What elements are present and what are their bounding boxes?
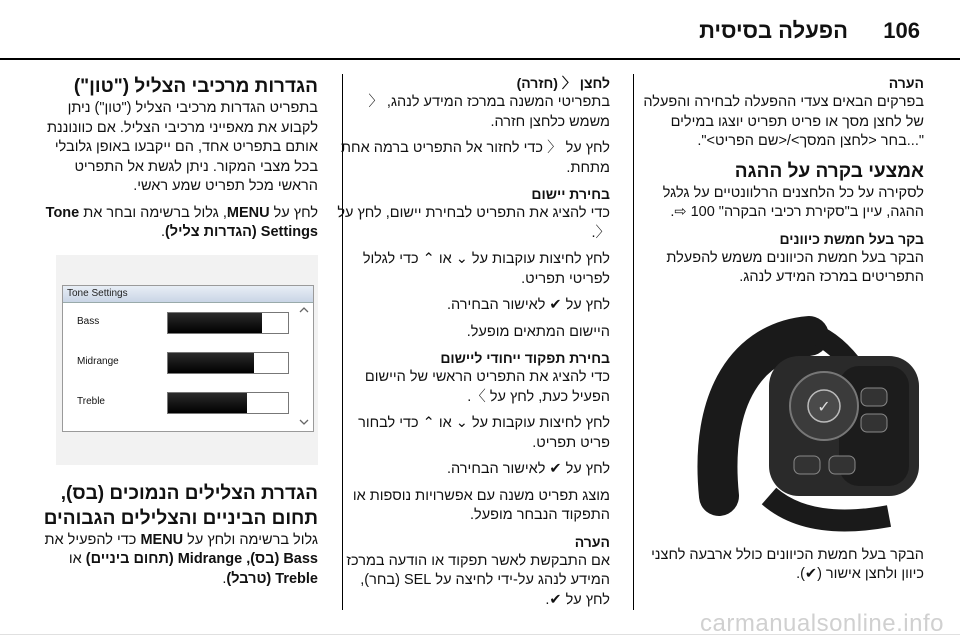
svg-text:✓: ✓ bbox=[817, 396, 831, 416]
subheading: בחירת תפקוד ייחודי ליישום bbox=[440, 350, 610, 366]
section-heading: הגדרות מרכיבי הצליל ("טון") bbox=[73, 76, 318, 97]
figure-caption: הבקר בעל חמשת הכיוונים כולל ארבעה לחצני כיוון ולחצן אישור (✔). bbox=[651, 546, 924, 582]
tone-settings-screen bbox=[62, 285, 314, 432]
bass-label: Bass bbox=[77, 315, 100, 327]
paragraph: לחץ על ✔ לאישור הבחירה. bbox=[447, 461, 610, 477]
bass-bar bbox=[167, 312, 289, 334]
section-heading: הגדרת הצלילים הנמוכים (בס), תחום הביניים והצלילים הגבוהים bbox=[43, 482, 318, 529]
watermark: carmanualsonline.info bbox=[700, 610, 944, 637]
note-text: בפרקים הבאים צעדי ההפעלה לבחירה והפעלה של לחצן מסך או פריט תפריט יוצגו במילים "...בחר <לחצן המסך>/<שם הפריט>". bbox=[643, 94, 924, 149]
scrollbar[interactable] bbox=[299, 306, 309, 426]
steering-wheel-illustration bbox=[689, 296, 924, 536]
treble-row[interactable] bbox=[77, 392, 287, 414]
paragraph: לסקירה על כל הלחצנים הרלוונטיים על גלגל ההגה, עיין ב"סקירת רכיבי הבקרה" 100 ⇨. bbox=[662, 184, 924, 220]
subheading: בקר בעל חמשת כיוונים bbox=[779, 230, 924, 247]
note-text: אם התבקשת לאשר תפקוד או הודעה במרכז המידע לנהג על-ידי לחיצה על SEL (בחר), לחץ על ✔. bbox=[346, 552, 610, 608]
page-number: 106 bbox=[883, 18, 920, 43]
steering-wheel-figure bbox=[689, 296, 924, 536]
treble-label: Treble bbox=[77, 395, 105, 407]
midrange-bar bbox=[167, 352, 289, 374]
paragraph: לחץ לחיצות עוקבות על ⌄ או ⌃ כדי לבחור פריט תפריט. bbox=[358, 415, 610, 451]
paragraph: כדי להציג את התפריט הראשי של היישום הפעיל כעת, לחץ על 〉. bbox=[364, 369, 610, 405]
paragraph: בתפריטי המשנה במרכז המידע לנהג, 〈 משמש כלחצן חזרה. bbox=[368, 94, 610, 130]
midrange-row[interactable] bbox=[77, 352, 287, 374]
paragraph: מוצג תפריט משנה עם אפשרויות נוספות או התפקוד הנבחר מופעל. bbox=[352, 487, 610, 523]
tone-settings-figure bbox=[56, 255, 318, 465]
section-heading: אמצעי בקרה על ההגה bbox=[734, 160, 924, 182]
paragraph: כדי להציג את התפריט לבחירת יישום, לחץ על 〈. bbox=[337, 205, 610, 241]
midrange-label: Midrange bbox=[77, 355, 119, 367]
paragraph: לחץ לחיצות עוקבות על ⌄ או ⌃ כדי לגלול לפריטי תפריט. bbox=[362, 251, 610, 287]
column-middle bbox=[335, 74, 610, 617]
note-heading: הערה bbox=[574, 533, 610, 550]
column-right bbox=[634, 74, 924, 592]
note-heading: הערה bbox=[888, 75, 924, 91]
scroll-arrows-icon bbox=[299, 306, 309, 426]
subheading: בחירת יישום bbox=[531, 186, 610, 202]
paragraph: לחץ על ✔ לאישור הבחירה. bbox=[447, 297, 610, 313]
paragraph: בתפריט הגדרות מרכיבי הצליל ("טון") ניתן לקבוע את מאפייני מרכיבי הצליל. אם כוונוננת אותם בתפריט אחד, הם ייקבעו באופן גלובלי בכל מצבי המקור. ניתן לגשת אל התפריט הראשי מכל תפריט שמע ראשי. bbox=[47, 100, 318, 194]
treble-fill bbox=[168, 393, 247, 413]
bass-row[interactable] bbox=[77, 312, 287, 334]
subheading-back: לחצן 〈 (חזרה) bbox=[516, 75, 610, 91]
treble-bar bbox=[167, 392, 289, 414]
paragraph-tone: גלול ברשימה ולחץ על MENU כדי להפעיל את Bass (בס), Midrange (תחום ביניים) או Treble (טרבל). bbox=[44, 531, 318, 587]
midrange-fill bbox=[168, 353, 254, 373]
paragraph: לחץ על 〈 כדי לחזור אל התפריט ברמה אחת מתחת. bbox=[341, 140, 610, 176]
paragraph: היישום המתאים מופעל. bbox=[466, 323, 610, 340]
screen-title: Tone Settings bbox=[63, 286, 313, 303]
page-title: הפעלה בסיסית bbox=[699, 18, 848, 43]
header-rule bbox=[0, 58, 960, 60]
page-header bbox=[0, 0, 960, 54]
bass-fill bbox=[168, 313, 262, 333]
paragraph-menu: לחץ על MENU, גלול ברשימה ובחר את Tone Settings (הגדרות צליל). bbox=[45, 204, 318, 240]
paragraph: הבקר בעל חמשת הכיוונים משמש להפעלת התפריטים במרכז המידע לנהג. bbox=[666, 249, 924, 285]
column-left bbox=[38, 74, 318, 596]
